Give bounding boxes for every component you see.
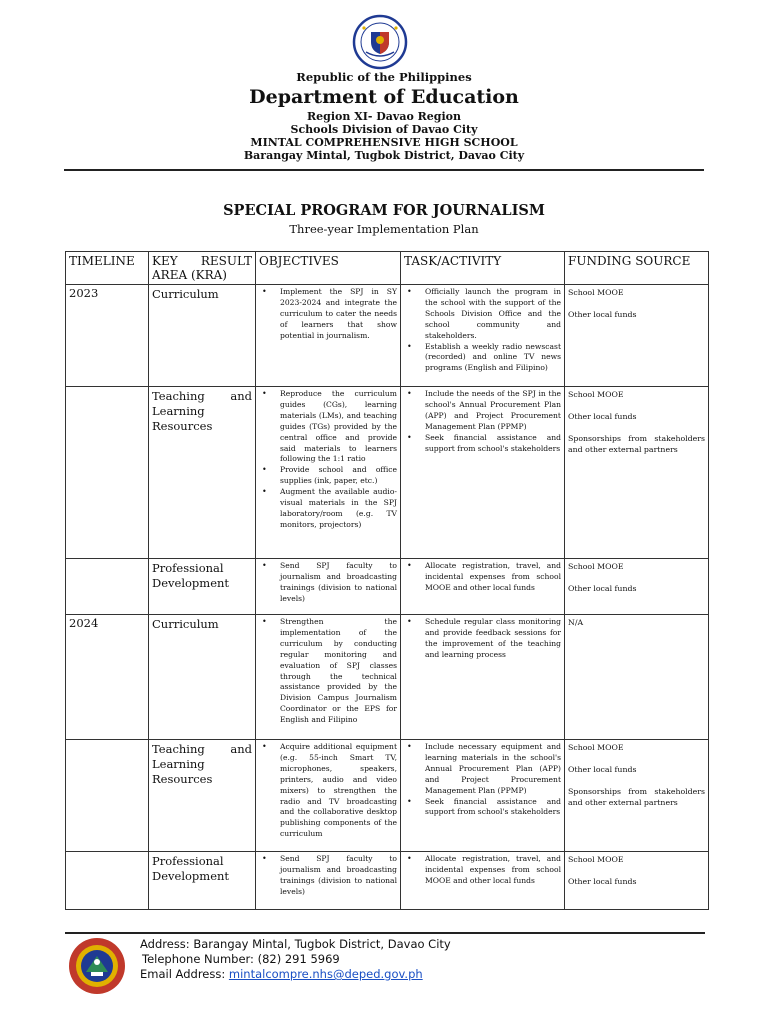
kra-label: Teaching and Learning Resources	[152, 742, 252, 786]
kra-cell	[149, 740, 256, 852]
task-activity-cell	[401, 559, 565, 615]
task-item: • Schedule regular class monitoring and provide feedback sessions for the improvement of the teaching and learning process	[404, 617, 561, 661]
funding-item: N/A	[568, 618, 584, 627]
objective-item: • Augment the available audio-visual materials in the SPJ laboratory/room (e.g. TV monitors, projectors)	[259, 487, 397, 531]
kra-cell	[149, 852, 256, 910]
footer-telephone: Telephone Number: (82) 291 5969	[142, 952, 340, 966]
table-header-row	[66, 252, 709, 285]
footer-divider	[65, 932, 705, 934]
objectives-list	[259, 561, 397, 605]
objectives-cell	[256, 559, 401, 615]
task-item: • Allocate registration, travel, and incidental expenses from school MOOE and other local funds	[404, 561, 561, 594]
funding-item: School MOOE	[568, 743, 624, 752]
task-activity-cell	[401, 615, 565, 740]
header-funding-source: FUNDING SOURCE	[565, 252, 709, 285]
header-kra: KEY RESULT AREA (KRA)	[149, 252, 256, 285]
table-row	[66, 740, 709, 852]
task-item: • Include necessary equipment and learning materials in the school's Annual Procurement Plan (APP) and Project Procurement Management Plan (PPMP)	[404, 742, 561, 797]
tasks-list	[404, 561, 561, 594]
document-title: SPECIAL PROGRAM FOR JOURNALISM	[223, 202, 545, 219]
table-row	[66, 387, 709, 559]
kra-label: Curriculum	[152, 617, 219, 631]
task-item: • Allocate registration, travel, and incidental expenses from school MOOE and other local funds	[404, 854, 561, 887]
funding-source-cell	[565, 852, 709, 910]
objectives-cell	[256, 387, 401, 559]
letterhead	[0, 70, 768, 162]
funding-item: Other local funds	[568, 310, 637, 319]
objectives-list	[259, 389, 397, 531]
header-divider	[64, 169, 704, 171]
department-name: Department of Education	[249, 86, 519, 108]
kra-label: Professional Development	[152, 561, 230, 590]
objectives-list	[259, 742, 397, 840]
objectives-list	[259, 287, 397, 342]
tasks-list	[404, 742, 561, 818]
funding-item: School MOOE	[568, 288, 624, 297]
school-location: Barangay Mintal, Tugbok District, Davao City	[243, 149, 525, 162]
objective-item: • Acquire additional equipment (e.g. 55-inch Smart TV, microphones, speakers, printers, audio and video mixers) to strengthen the radio and TV broadcasting and the collaborative desktop publishing components of the curriculum	[259, 742, 397, 840]
division-line: Schools Division of Davao City	[290, 123, 478, 136]
table-row	[66, 559, 709, 615]
objectives-list	[259, 617, 397, 726]
funding-item: Other local funds	[568, 765, 637, 774]
header-task-activity: TASK/ACTIVITY	[401, 252, 565, 285]
task-activity-cell	[401, 740, 565, 852]
funding-item: Sponsorships from stakeholders and other external partners	[568, 434, 705, 454]
footer-email-label: Email Address:	[140, 967, 229, 981]
region-line: Region XI- Davao Region	[307, 110, 461, 123]
objectives-cell	[256, 285, 401, 387]
school-name: MINTAL COMPREHENSIVE HIGH SCHOOL	[250, 136, 518, 149]
funding-source-cell	[565, 559, 709, 615]
tasks-list	[404, 389, 561, 454]
funding-source-cell	[565, 387, 709, 559]
funding-source-cell	[565, 285, 709, 387]
republic-line: Republic of the Philippines	[296, 70, 472, 84]
deped-seal-logo	[344, 14, 416, 70]
objectives-list	[259, 854, 397, 898]
funding-item: School MOOE	[568, 855, 624, 864]
funding-item: Sponsorships from stakeholders and other external partners	[568, 787, 705, 807]
objectives-cell	[256, 615, 401, 740]
timeline-cell: 2023	[66, 285, 149, 387]
objective-item: • Send SPJ faculty to journalism and broadcasting trainings (division to national levels)	[259, 561, 397, 605]
school-seal-logo	[64, 936, 130, 996]
document-subtitle: Three-year Implementation Plan	[289, 222, 479, 236]
table-row	[66, 615, 709, 740]
tasks-list	[404, 854, 561, 887]
kra-label: Professional Development	[152, 854, 230, 883]
task-item: • Include the needs of the SPJ in the school's Annual Procurement Plan (APP) and Project Procurement Management Plan (PPMP)	[404, 389, 561, 433]
objective-item: • Provide school and office supplies (ink, paper, etc.)	[259, 465, 397, 487]
task-activity-cell	[401, 387, 565, 559]
footer-email-line	[140, 967, 451, 982]
kra-cell	[149, 615, 256, 740]
task-item: • Seek financial assistance and support from school's stakeholders	[404, 797, 561, 819]
task-item: • Seek financial assistance and support from school's stakeholders	[404, 433, 561, 455]
objective-item: • Send SPJ faculty to journalism and broadcasting trainings (division to national levels)	[259, 854, 397, 898]
funding-item: School MOOE	[568, 390, 624, 399]
timeline-cell	[66, 740, 149, 852]
header-objectives: OBJECTIVES	[256, 252, 401, 285]
objectives-cell	[256, 852, 401, 910]
footer-contact	[140, 937, 451, 982]
table-row	[66, 285, 709, 387]
task-item: • Officially launch the program in the school with the support of the Schools Division Office and the school community and stakeholders.	[404, 287, 561, 342]
task-activity-cell	[401, 852, 565, 910]
objective-item: • Strengthen the implementation of the curriculum by conducting regular monitoring and evaluation of SPJ classes through the technical assistance provided by the Division Campus Journalism Coordinator or the EPS for English and Filipino	[259, 617, 397, 726]
table-row	[66, 852, 709, 910]
email-link[interactable]: mintalcompre.nhs@deped.gov.ph	[228, 967, 423, 981]
kra-cell	[149, 387, 256, 559]
footer-address: Address: Barangay Mintal, Tugbok District, Davao City	[140, 937, 451, 951]
tasks-list	[404, 617, 561, 661]
timeline-cell	[66, 559, 149, 615]
objective-item: • Implement the SPJ in SY 2023-2024 and integrate the curriculum to cater the needs of learners that show potential in journalism.	[259, 287, 397, 342]
kra-cell	[149, 559, 256, 615]
tasks-list	[404, 287, 561, 374]
timeline-cell: 2024	[66, 615, 149, 740]
header-timeline: TIMELINE	[66, 252, 149, 285]
task-item: • Establish a weekly radio newscast (recorded) and online TV news programs (English and Filipino)	[404, 342, 561, 375]
funding-item: Other local funds	[568, 412, 637, 421]
kra-label: Teaching and Learning Resources	[152, 389, 252, 433]
funding-item: Other local funds	[568, 877, 637, 886]
funding-item: School MOOE	[568, 562, 624, 571]
objective-item: • Reproduce the curriculum guides (CGs), learning materials (LMs), and teaching guides (TGs) provided by the central office and provide said materials to learners following the 1:1 ratio	[259, 389, 397, 465]
timeline-cell	[66, 852, 149, 910]
kra-cell	[149, 285, 256, 387]
funding-source-cell	[565, 615, 709, 740]
table-body	[66, 285, 709, 910]
kra-label: Curriculum	[152, 287, 219, 301]
task-activity-cell	[401, 285, 565, 387]
objectives-cell	[256, 740, 401, 852]
funding-source-cell	[565, 740, 709, 852]
timeline-cell	[66, 387, 149, 559]
funding-item: Other local funds	[568, 584, 637, 593]
implementation-plan-table	[65, 251, 709, 910]
